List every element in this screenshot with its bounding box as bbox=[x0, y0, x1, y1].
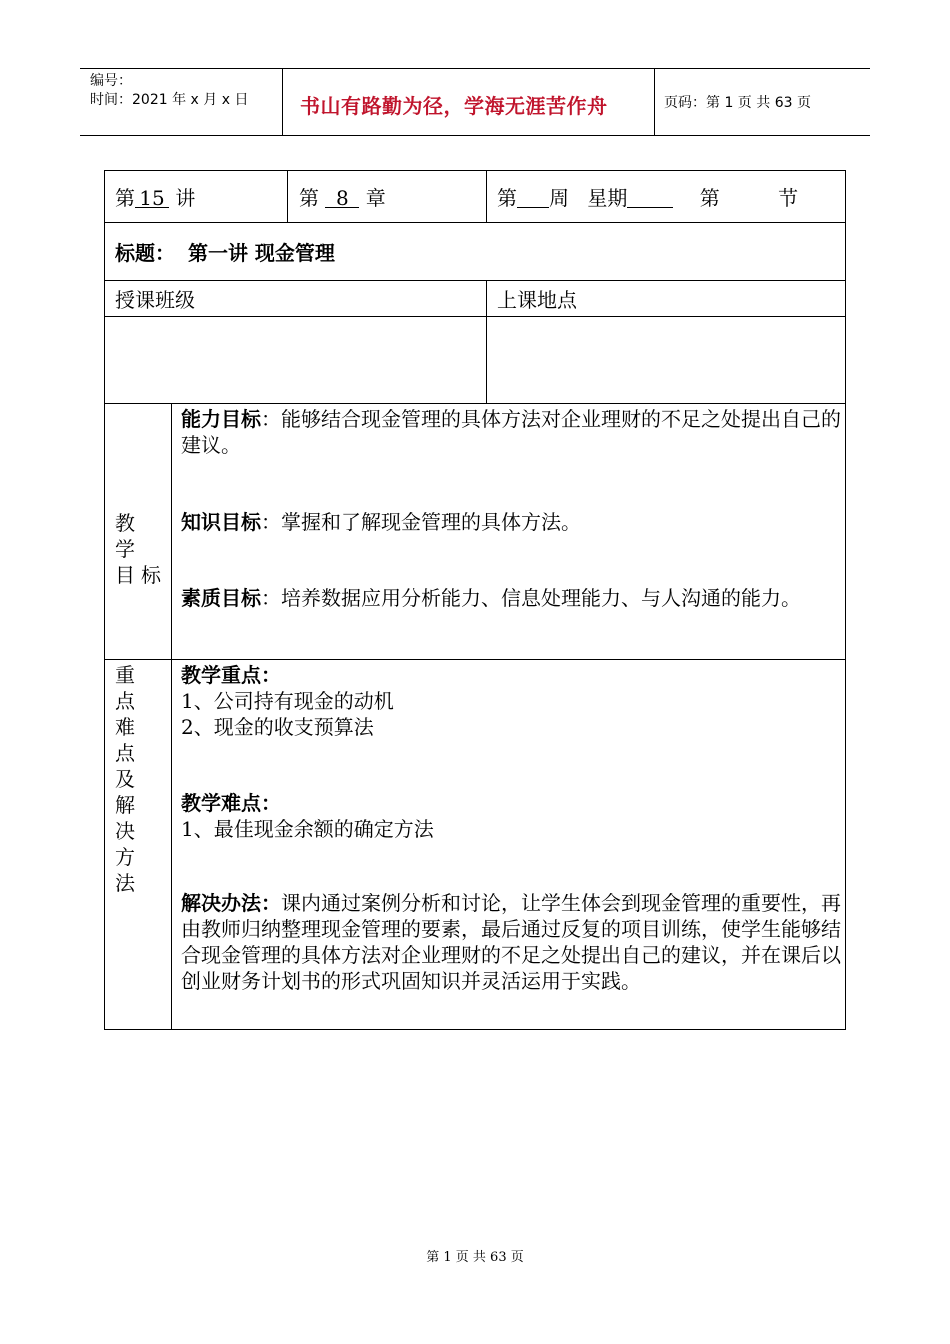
keypoints-label: 重 点 难 点 及 解 决 方 法 bbox=[115, 663, 141, 895]
knowledge-objective bbox=[181, 509, 841, 535]
doc-number-label: 编号： bbox=[90, 73, 132, 89]
location-label: 上课地点 bbox=[497, 288, 577, 312]
keypoints-content-cell bbox=[171, 659, 846, 1030]
objectives-label: 教 学 目标 bbox=[115, 511, 167, 587]
solution-paragraph bbox=[181, 890, 841, 994]
quality-label: 素质目标 bbox=[181, 586, 261, 610]
solution-label: 解决办法： bbox=[181, 891, 281, 915]
chapter-cell bbox=[287, 170, 486, 222]
weekday-label: 星期 bbox=[587, 186, 628, 210]
location-value-cell bbox=[486, 316, 846, 403]
ability-objective bbox=[181, 406, 841, 458]
section-prefix: 第 bbox=[699, 186, 720, 210]
header-divider bbox=[654, 68, 655, 135]
solution-text: 课内通过案例分析和讨论，让学生体会到现金管理的重要性，再由教师归纳整理现金管理的要素，最后通过反复的项目训练，使学生能够结合现金管理的具体方法对企业理财的不足之处提出自己的建议，并在课后以创业财务计划书的形式巩固知识并灵活运用于实践。 bbox=[181, 891, 841, 993]
week-prefix: 第 bbox=[497, 186, 517, 210]
class-label-cell bbox=[104, 280, 486, 316]
ability-label: 能力目标 bbox=[181, 407, 261, 431]
lecture-prefix: 第 bbox=[115, 186, 135, 210]
knowledge-text: ：掌握和了解现金管理的具体方法。 bbox=[261, 510, 581, 534]
knowledge-label: 知识目标 bbox=[181, 510, 261, 534]
section-suffix: 节 bbox=[778, 186, 799, 210]
chapter-prefix: 第 bbox=[299, 186, 319, 210]
motto: 书山有路勤为径，学海无涯苦作舟 bbox=[300, 94, 608, 118]
page-footer: 第 1 页 共 63 页 bbox=[426, 1250, 524, 1265]
difficult-points-label: 教学难点： bbox=[181, 791, 281, 815]
objectives-content-cell bbox=[171, 403, 846, 659]
lecture-number: 15 bbox=[135, 185, 169, 208]
location-label-cell bbox=[486, 280, 846, 316]
title-row bbox=[104, 222, 846, 280]
chapter-suffix: 章 bbox=[365, 186, 386, 210]
chapter-number: 8 bbox=[325, 185, 359, 208]
key-point-item: 1、公司持有现金的动机 bbox=[181, 689, 394, 713]
page-code: 页码：第 1 页 共 63 页 bbox=[664, 95, 811, 111]
header-top-rule bbox=[80, 68, 870, 69]
ability-text: ：能够结合现金管理的具体方法对企业理财的不足之处提出自己的建议。 bbox=[181, 407, 841, 457]
quality-objective bbox=[181, 585, 841, 611]
key-point-item: 2、现金的收支预算法 bbox=[181, 715, 374, 739]
lecture-cell bbox=[104, 170, 287, 222]
week-blank bbox=[517, 185, 549, 208]
objectives-label-cell bbox=[104, 403, 171, 659]
quality-text: ：培养数据应用分析能力、信息处理能力、与人沟通的能力。 bbox=[261, 586, 801, 610]
difficult-point-item: 1、最佳现金余额的确定方法 bbox=[181, 817, 434, 841]
week-suffix: 周 bbox=[549, 186, 569, 210]
class-label: 授课班级 bbox=[115, 288, 195, 312]
class-value-cell bbox=[104, 316, 486, 403]
lecture-title: 第一讲 现金管理 bbox=[187, 241, 335, 265]
header-bottom-rule bbox=[80, 135, 870, 136]
weekday-blank bbox=[627, 185, 673, 208]
header-divider bbox=[282, 68, 283, 135]
schedule-cell bbox=[486, 170, 846, 222]
key-points-label: 教学重点： bbox=[181, 663, 281, 687]
title-label: 标题： bbox=[115, 241, 175, 265]
doc-time-label: 时间：2021 年 x 月 x 日 bbox=[90, 92, 249, 108]
keypoints-label-cell bbox=[104, 659, 171, 1030]
lecture-suffix: 讲 bbox=[175, 186, 196, 210]
